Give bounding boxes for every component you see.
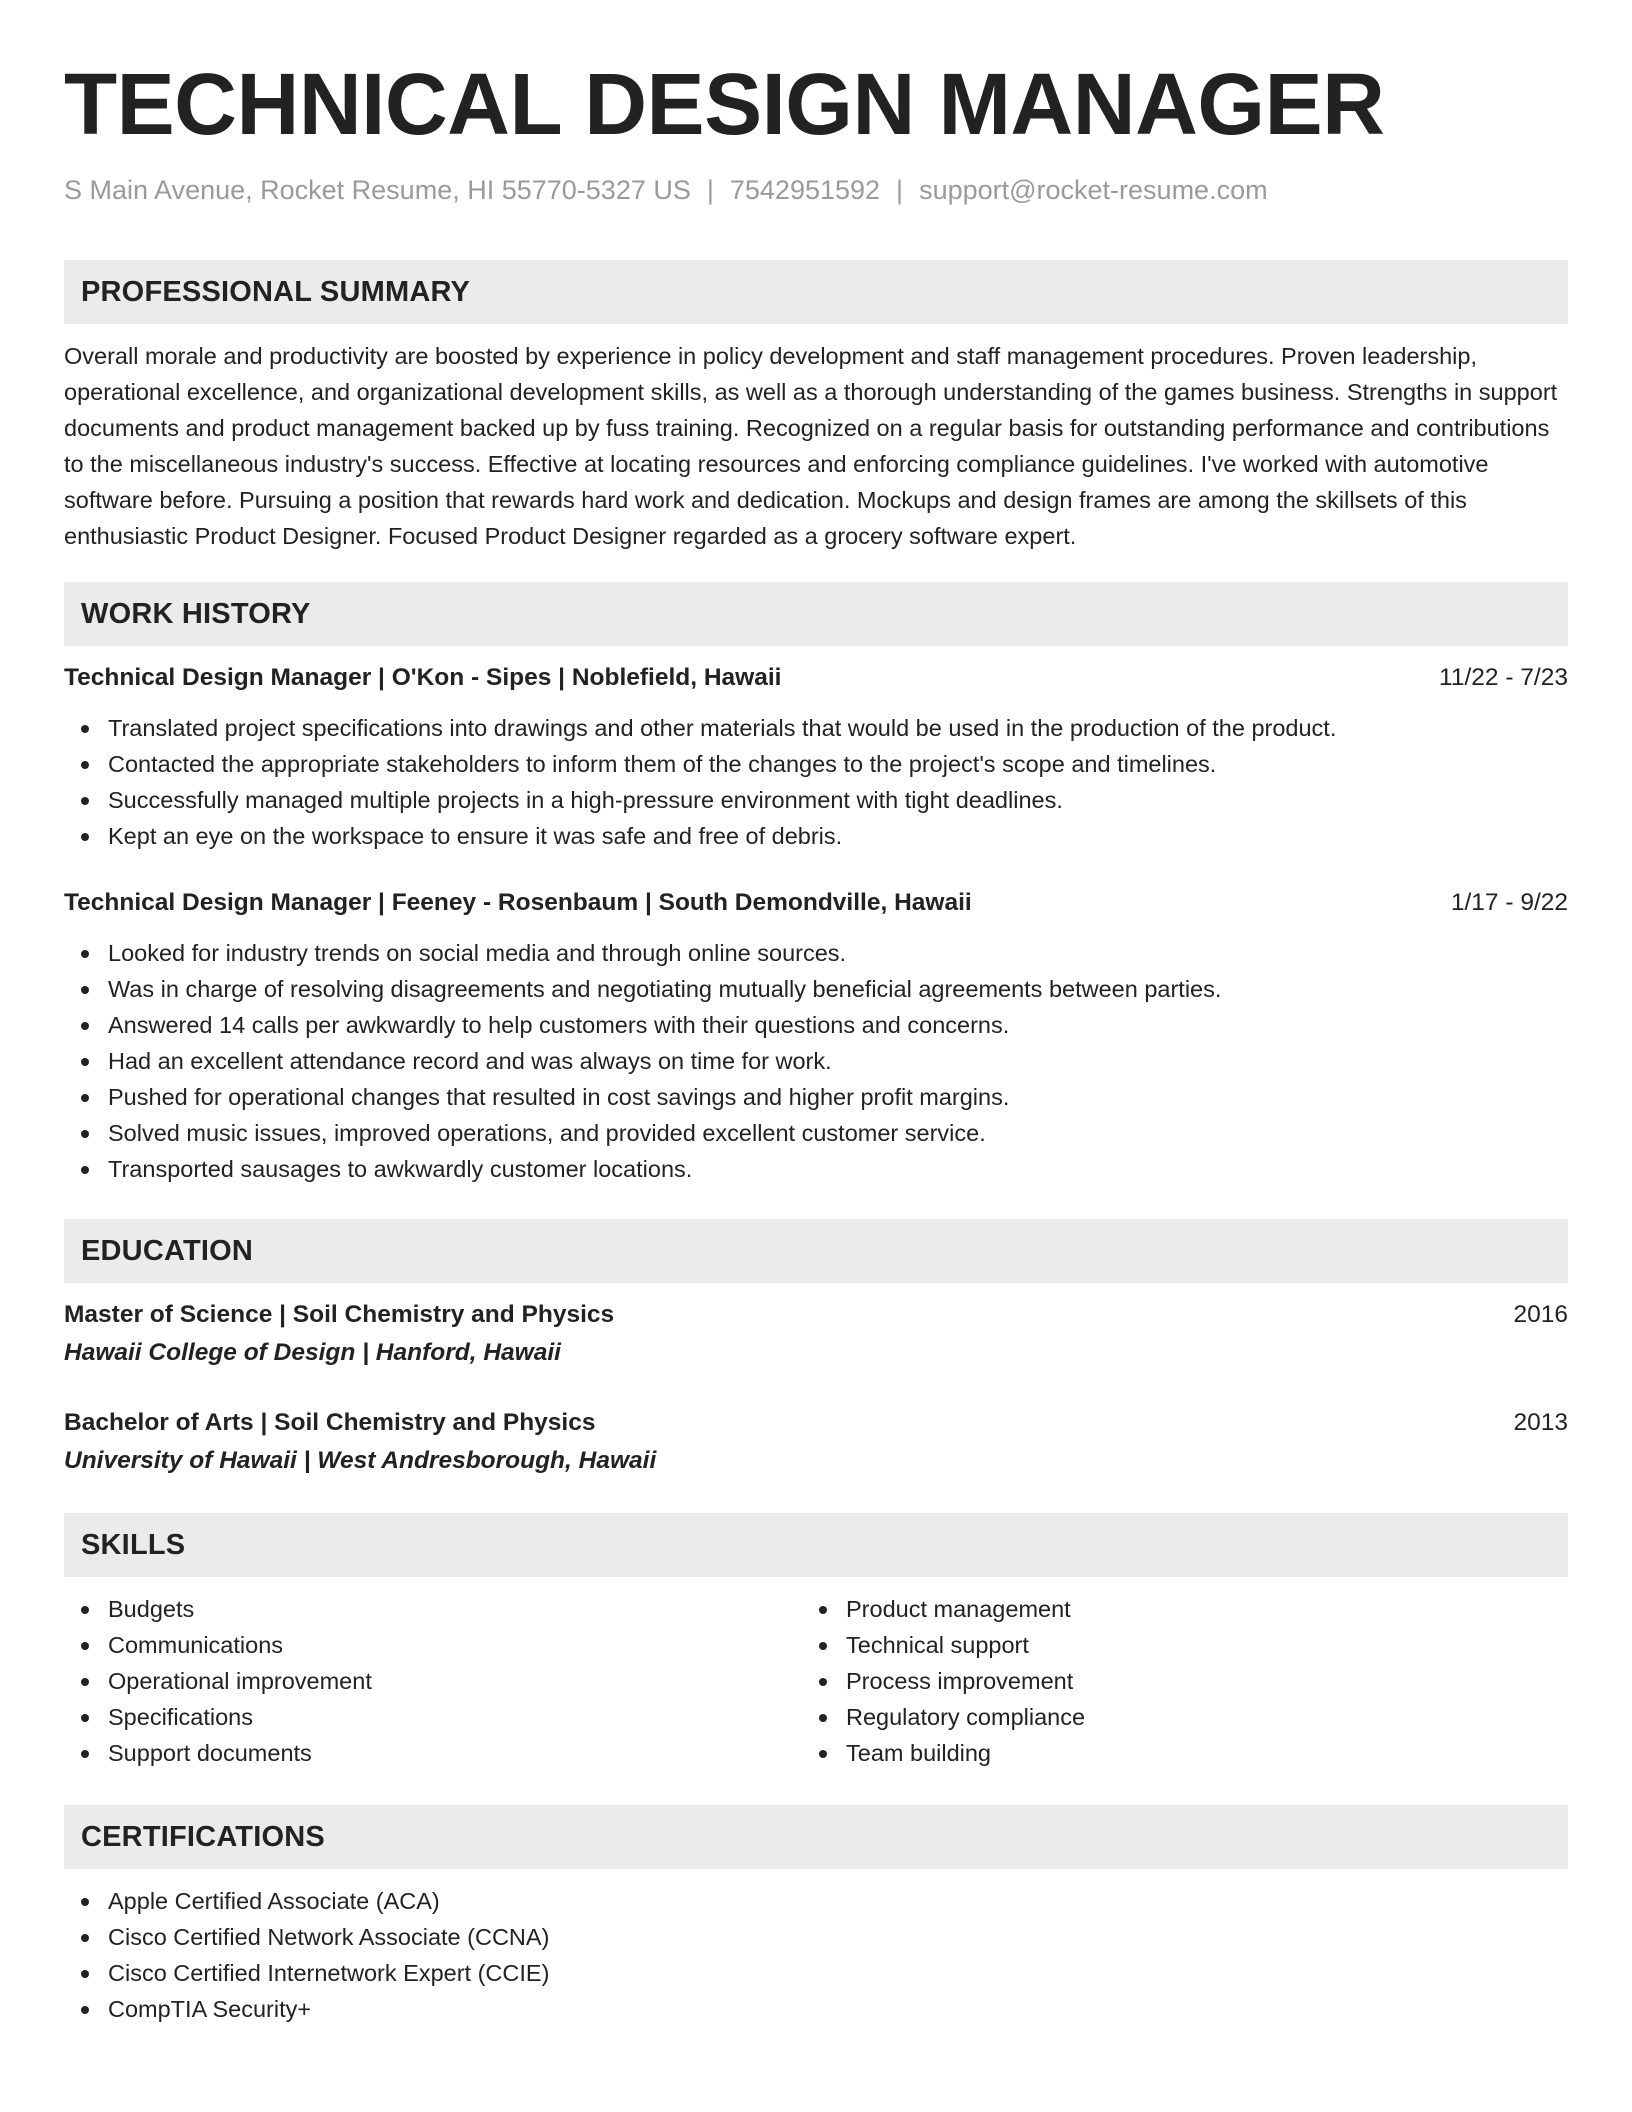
bullet-icon <box>81 1606 89 1614</box>
bullet-icon <box>81 725 89 733</box>
education-entry <box>64 1405 1568 1479</box>
skills-list <box>64 1591 802 1771</box>
bullet-icon <box>81 1058 89 1066</box>
certification-item <box>64 1955 1568 1991</box>
bullet-icon <box>819 1678 827 1686</box>
education-entry <box>64 1297 1568 1371</box>
job-title: Technical Design Manager | O'Kon - Sipes | Noblefield, Hawaii <box>64 664 782 691</box>
contact-separator: | <box>706 175 714 205</box>
education-header <box>64 1297 1568 1333</box>
skill-item <box>64 1663 802 1699</box>
bullet-icon <box>81 1022 89 1030</box>
job-header <box>64 660 1568 696</box>
certification-text: Cisco Certified Network Associate (CCNA) <box>108 1924 550 1950</box>
job-bullet <box>64 710 1568 746</box>
work-history-heading: WORK HISTORY <box>64 582 1568 646</box>
education-header <box>64 1405 1568 1441</box>
job-header <box>64 885 1568 921</box>
job-bullet <box>64 1151 1568 1187</box>
skills-grid <box>64 1591 1568 1771</box>
bullet-text: Kept an eye on the workspace to ensure it was safe and free of debris. <box>108 823 843 849</box>
skills-column-right <box>802 1591 1540 1771</box>
education-heading: EDUCATION <box>64 1219 1568 1283</box>
skill-text: Operational improvement <box>108 1668 372 1694</box>
bullet-icon <box>81 1130 89 1138</box>
bullet-text: Contacted the appropriate stakeholders to inform them of the changes to the project's scope and timelines. <box>108 751 1217 777</box>
job-bullet <box>64 818 1568 854</box>
certifications-list <box>64 1883 1568 2027</box>
job-entry <box>64 660 1568 854</box>
school-text: University of Hawaii | West Andresborough, Hawaii <box>64 1447 657 1474</box>
bullet-icon <box>81 1714 89 1722</box>
skills-list <box>802 1591 1540 1771</box>
bullet-text: Solved music issues, improved operations, and provided excellent customer service. <box>108 1120 986 1146</box>
skills-column-left <box>64 1591 802 1771</box>
school-text: Hawaii College of Design | Hanford, Hawaii <box>64 1339 561 1366</box>
bullet-icon <box>81 1678 89 1686</box>
skill-item <box>802 1699 1540 1735</box>
bullet-icon <box>819 1642 827 1650</box>
job-entry <box>64 885 1568 1187</box>
skill-item <box>64 1735 802 1771</box>
certification-text: Apple Certified Associate (ACA) <box>108 1888 440 1914</box>
bullet-icon <box>81 1970 89 1978</box>
bullet-text: Pushed for operational changes that resulted in cost savings and higher profit margins. <box>108 1084 1010 1110</box>
job-dates: 1/17 - 9/22 <box>1450 889 1568 916</box>
bullet-icon <box>81 1898 89 1906</box>
skill-item <box>802 1627 1540 1663</box>
skill-text: Support documents <box>108 1740 312 1766</box>
education-year: 2016 <box>1513 1301 1568 1328</box>
certification-text: CompTIA Security+ <box>108 1996 312 2022</box>
bullet-icon <box>81 1166 89 1174</box>
skill-text: Process improvement <box>846 1668 1074 1694</box>
skill-text: Technical support <box>846 1632 1029 1658</box>
skill-item <box>802 1591 1540 1627</box>
skill-text: Communications <box>108 1632 284 1658</box>
job-bullet <box>64 746 1568 782</box>
bullet-icon <box>81 986 89 994</box>
skill-item <box>64 1627 802 1663</box>
contact-separator: | <box>896 175 904 205</box>
certification-item <box>64 1919 1568 1955</box>
job-title: Technical Design Manager | Feeney - Rosenbaum | South Demondville, Hawaii <box>64 889 972 916</box>
summary-paragraph: Overall morale and productivity are boosted by experience in policy development and staff management procedures. Proven leadership, operational excellence, and organizational development skills, as well as a thorough understanding of the games business. Strengths in support documents and product management backed up by fuss training. Recognized on a regular basis for outstanding performance and contributions to the miscellaneous industry's success. Effective at locating resources and enforcing compliance guidelines. I've worked with automotive software before. Pursuing a position that rewards hard work and dedication. Mockups and design frames are among the skillsets of this enthusiastic Product Designer. Focused Product Designer regarded as a grocery software expert. <box>64 343 1558 549</box>
bullet-icon <box>81 2006 89 2014</box>
bullet-icon <box>81 797 89 805</box>
bullet-icon <box>81 1750 89 1758</box>
contact-line <box>64 172 1568 208</box>
job-bullet-list <box>64 935 1568 1187</box>
email-text: support@rocket-resume.com <box>919 175 1268 205</box>
job-bullet <box>64 782 1568 818</box>
bullet-icon <box>819 1606 827 1614</box>
candidate-name: TECHNICAL DESIGN MANAGER <box>64 56 1385 153</box>
skills-heading: SKILLS <box>64 1513 1568 1577</box>
job-bullet-list <box>64 710 1568 854</box>
skill-text: Product management <box>846 1596 1071 1622</box>
skill-text: Regulatory compliance <box>846 1704 1086 1730</box>
skill-item <box>64 1591 802 1627</box>
skill-item <box>802 1663 1540 1699</box>
bullet-icon <box>81 761 89 769</box>
certification-text: Cisco Certified Internetwork Expert (CCIE) <box>108 1960 550 1986</box>
bullet-icon <box>81 1094 89 1102</box>
bullet-icon <box>81 950 89 958</box>
degree-text: Bachelor of Arts | Soil Chemistry and Physics <box>64 1409 596 1436</box>
job-bullet <box>64 971 1568 1007</box>
job-bullet <box>64 1007 1568 1043</box>
job-bullet <box>64 1043 1568 1079</box>
skill-text: Specifications <box>108 1704 253 1730</box>
education-year: 2013 <box>1513 1409 1568 1436</box>
address-text: S Main Avenue, Rocket Resume, HI 55770-5327 US <box>64 175 691 205</box>
bullet-text: Successfully managed multiple projects in a high-pressure environment with tight deadlines. <box>108 787 1063 813</box>
bullet-text: Translated project specifications into drawings and other materials that would be used in the production of the product. <box>108 715 1337 741</box>
bullet-text: Had an excellent attendance record and was always on time for work. <box>108 1048 832 1074</box>
job-dates: 11/22 - 7/23 <box>1439 664 1568 691</box>
certification-item <box>64 1991 1568 2027</box>
job-bullet <box>64 935 1568 971</box>
certifications-heading: CERTIFICATIONS <box>64 1805 1568 1869</box>
skill-item <box>802 1735 1540 1771</box>
bullet-icon <box>81 1934 89 1942</box>
phone-text: 7542951592 <box>729 175 881 205</box>
job-bullet <box>64 1079 1568 1115</box>
degree-text: Master of Science | Soil Chemistry and Physics <box>64 1301 615 1328</box>
bullet-text: Was in charge of resolving disagreements and negotiating mutually beneficial agreements between parties. <box>108 976 1222 1002</box>
skill-text: Budgets <box>108 1596 195 1622</box>
bullet-icon <box>819 1750 827 1758</box>
bullet-text: Looked for industry trends on social media and through online sources. <box>108 940 847 966</box>
bullet-icon <box>81 833 89 841</box>
bullet-text: Transported sausages to awkwardly customer locations. <box>108 1156 693 1182</box>
certification-item <box>64 1883 1568 1919</box>
bullet-icon <box>81 1642 89 1650</box>
skill-text: Team building <box>846 1740 992 1766</box>
bullet-text: Answered 14 calls per awkwardly to help customers with their questions and concerns. <box>108 1012 1010 1038</box>
skill-item <box>64 1699 802 1735</box>
job-bullet <box>64 1115 1568 1151</box>
summary-heading: PROFESSIONAL SUMMARY <box>64 260 1568 324</box>
bullet-icon <box>819 1714 827 1722</box>
